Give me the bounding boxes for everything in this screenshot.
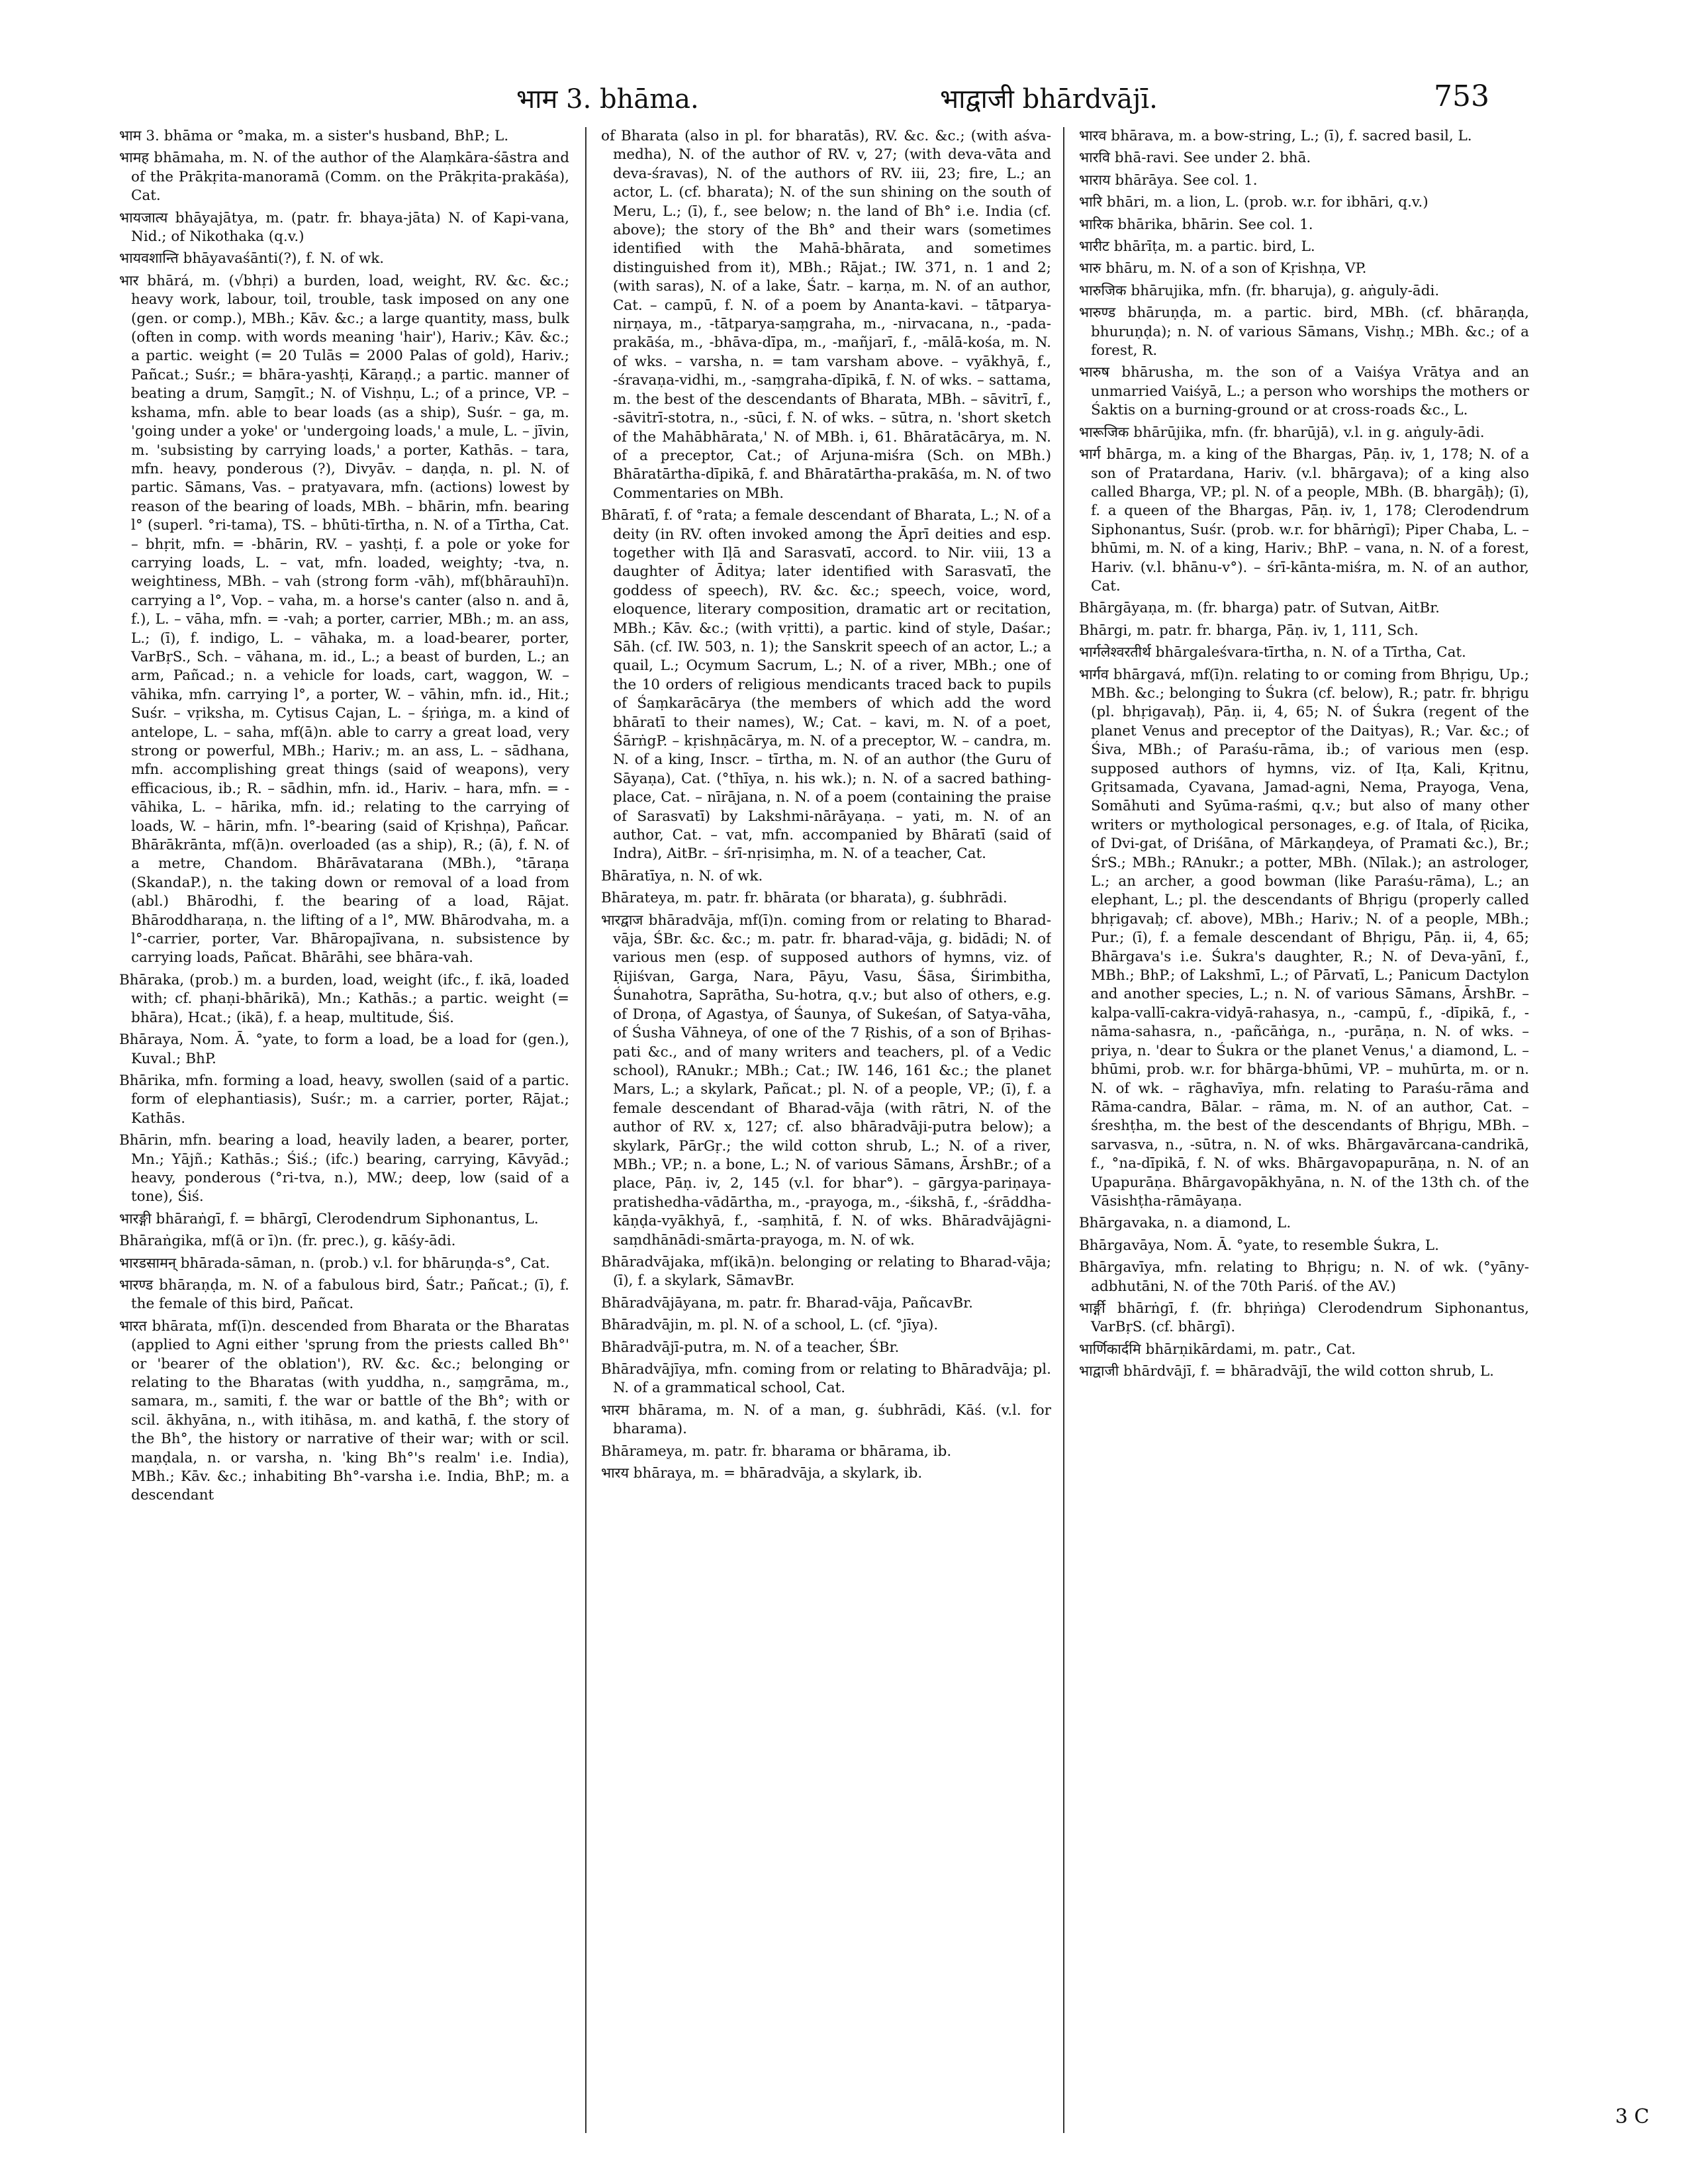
- dictionary-entry: Bhārgavaka, n. a diamond, L.: [1079, 1215, 1291, 1232]
- dictionary-entry: भायजात्य bhāyajātya, m. (patr. fr. bhaya-jāta) N. of Kapi-vana, Nid.; of Nikothaka (q.v.): [119, 209, 569, 246]
- dictionary-entry: Bhāradvājāyana, m. patr. fr. Bharad-vāja, PañcavBr.: [601, 1294, 973, 1311]
- signature-mark: 3 C: [1615, 2105, 1650, 2128]
- dictionary-entry: Bhāraya, Nom. Ā. °yate, to form a load, be a load for (gen.), Kuval.; BhP.: [119, 1031, 569, 1067]
- dictionary-entry: Bhārgavāya, Nom. Ā. °yate, to resemble Śukra, L.: [1079, 1237, 1439, 1254]
- dictionary-entry: भारव bhārava, m. a bow-string, L.; (ī), f. sacred basil, L.: [1079, 128, 1472, 144]
- column-2: [601, 127, 1051, 2133]
- dictionary-entry: भारुण्ड bhāruṇḍa, m. a partic. bird, MBh. (cf. bhāraṇḍa, bhuruṇḍa); n. N. of various Sāmans, Vishṇ.; MBh. &c.; of a forest, R.: [1079, 305, 1529, 359]
- dictionary-entry: भारि bhāri, m. a lion, L. (prob. w.r. for ibhāri, q.v.): [1079, 194, 1428, 211]
- dictionary-entry: भारवि bhā-ravi. See under 2. bhā.: [1079, 150, 1311, 167]
- dictionary-entry: भाद्वाजी bhārdvājī, f. = bhāradvājī, the wild cotton shrub, L.: [1079, 1363, 1495, 1380]
- dictionary-entry: भाम 3. bhāma or °maka, m. a sister's husband, BhP.; L.: [119, 128, 509, 144]
- dictionary-entry: भारुजिक bhārujika, mfn. (fr. bharuja), g. aṅguly-ādi.: [1079, 282, 1440, 299]
- dictionary-entry: भार्णिकार्दमि bhārṇikārdami, m. patr., Cat.: [1079, 1341, 1356, 1358]
- dictionary-entry: भारण्ड bhāraṇḍa, m. N. of a fabulous bird, Śatr.; Pañcat.; (ī), f. the female of this bird, Pañcat.: [119, 1276, 569, 1313]
- column-3: [1079, 127, 1529, 2133]
- dictionary-entry: भायवशान्ति bhāyavaśānti(?), f. N. of wk.: [119, 250, 385, 267]
- dictionary-entry: भारीट bhārīṭa, m. a partic. bird, L.: [1079, 238, 1315, 256]
- dictionary-entry: Bhāraṅgika, mf(ā or ī)n. (fr. prec.), g. kāśy-ādi.: [119, 1233, 456, 1250]
- dictionary-entry: Bhāradvājīya, mfn. coming from or relating to Bhāradvāja; pl. N. of a grammatical school, Cat.: [601, 1361, 1051, 1397]
- dictionary-entry: Bhārateya, m. patr. fr. bhārata (or bharata), g. śubhrādi.: [601, 890, 1007, 907]
- dictionary-entry: भारय bhāraya, m. = bhāradvāja, a skylark, ib.: [601, 1465, 923, 1482]
- dictionary-entry: भारद्वाज bhāradvāja, mf(ī)n. coming from or relating to Bharad-vāja, ŚBr. &c. &c.; m. patr. fr. bharad-vāja, g. bidādi; N. of various men (esp. of supposed authors of hymns, viz. of Ṛijiśvan, Garga, Nara, Pāyu, Vasu, Śāsa, Śirimbitha, Śunahotra, Saprātha, Su-hotra, q.v.; but also of others, e.g. of Droṇa, of Agastya, of Śaunya, of Sukeśan, of Satya-vāha, of Śusha Vāhneya, of one of the 7 Ṛishis, of a son of Bṛihas-pati &c., and of many writers and teachers, pl. of a Vedic school), RAnukr.; MBh.; Cat.; IW. 146, 161 &c.; the planet Mars, L.; a skylark, Pañcat.; pl. N. of a people, VP.; (ī), f. a female descendant of Bharad-vāja (with rātri, N. of the author of RV. x, 127; cf. also bhāradvāji-putra below); a skylark, PārGṛ.; the wild cotton shrub, L.; N. of a river, MBh.; VP.; n. a bone, L.; N. of various Sāmans, ĀrshBr.; of a place, Pāṇ. iv, 2, 145 (v.l. for bhar°). – gārgya-pariṇaya-pratishedha-vādārtha, m., -prayoga, m., -śikshā, f., -śrāddha-kāṇḍa-vyākhyā, f., -saṃhitā, f. N. of wks. Bhāradvājāgni-saṃdhānādi-smārta-prayoga, m. N. of wk.: [601, 912, 1051, 1249]
- dictionary-entry: Bhāradvājī-putra, m. N. of a teacher, ŚBr.: [601, 1339, 900, 1356]
- dictionary-entry: Bhārameya, m. patr. fr. bharama or bhārama, ib.: [601, 1443, 952, 1460]
- dictionary-entry: Bhārgāyaṇa, m. (fr. bharga) patr. of Sutvan, AitBr.: [1079, 600, 1440, 617]
- dictionary-entry: Bhārgi, m. patr. fr. bharga, Pāṇ. iv, 1, 111, Sch.: [1079, 622, 1419, 639]
- dictionary-entry: भारिक bhārika, bhārin. See col. 1.: [1079, 216, 1313, 233]
- dictionary-entry: भारुष bhārusha, m. the son of a Vaiśya Vrātya and an unmarried Vaiśyā, L.; a person who worships the mothers or Śaktis on a burning-ground or at cross-roads &c., L.: [1079, 364, 1529, 419]
- dictionary-entry: Bhāradvājaka, mf(ikā)n. belonging or relating to Bharad-vāja; (ī), f. a skylark, SāmavBr.: [601, 1253, 1051, 1290]
- running-head: [516, 79, 1489, 119]
- dictionary-entry: भारत bhārata, mf(ī)n. descended from Bharata or the Bharatas (applied to Agni either 'sprung from the priests called Bh°' or 'bearer of the oblation'), RV. &c. &c.; belonging or relating to the Bharatas (with yuddha, n., saṃgrāma, m., samara, m., samiti, f. the war or battle of the Bh°; with or scil. ākhyāna, n., with itihāsa, m. and kathā, f. the story of the Bh°, the history or narrative of their war; with or scil. maṇḍala, n. or varsha, n. 'king Bh°'s realm' i.e. India), MBh.; Kāv. &c.; inhabiting Bh°-varsha i.e. India, BhP.; m. a descendant: [119, 1317, 569, 1504]
- dictionary-entry: of Bharata (also in pl. for bharatās), RV. &c. &c.; (with aśva-medha), N. of the author of RV. v, 27; (with deva-vāta and deva-śravas), N. of the authors of RV. iii, 23; fire, L.; an actor, L. (cf. bharata); N. of the sun shining on the south of Meru, L.; (ī), f., see below; n. the land of Bh° i.e. India (cf. above); the story of the Bh° and their wars (sometimes identified with the Mahā-bhārata, and sometimes distinguished from it), MBh.; Rājat.; IW. 371, n. 1 and 2; (with saras), N. of a lake, Śatr. – karṇa, m. N. of an author, Cat. – campū, f. N. of a poem by Ananta-kavi. – tātparya-nirṇaya, m., -tātparya-saṃgraha, m., -nirvacana, n., -pada-prakāśa, m., -bhāva-dīpa, m., -mañjarī, f., -mālā-kośa, m. N. of wks. – varsha, n. = tam varsham above. – vyākhyā, f., -śravaṇa-vidhi, m., -saṃgraha-dīpikā, f. N. of wks. – sattama, m. the best of the descendants of Bharata, MBh. – sāvitrī, f., -sāvitrī-stotra, n., -sūci, f. N. of wks. – sūtra, n. 'short sketch of the Mahābhārata,' N. of MBh. i, 61. Bhāratācārya, m. N. of a preceptor, Cat.; of Arjuna-miśra (Sch. on MBh.) Bhāratārtha-dīpikā, f. and Bhāratārtha-prakāśa, m. N. of two Commentaries on MBh.: [601, 128, 1051, 502]
- dictionary-entry: Bhāratīya, n. N. of wk.: [601, 867, 763, 884]
- dictionary-entry: भामह bhāmaha, m. N. of the author of the Alaṃkāra-śāstra and of the Prākṛita-manoramā (Comm. on the Prākṛita-prakāśa), Cat.: [119, 150, 569, 205]
- column-divider: [1063, 127, 1064, 2133]
- right-running-headword: भाद्वाजी bhārdvājī.: [940, 84, 1158, 115]
- dictionary-entry: Bhāradvājin, m. pl. N. of a school, L. (cf. °jīya).: [601, 1317, 939, 1334]
- dictionary-entry: Bhārin, mfn. bearing a load, heavily laden, a bearer, porter, Mn.; Yājñ.; Kathās.; Śiś.; (ifc.) bearing, carrying, Kāvyād.; heavy, ponderous (°ri-tva, n.), MW.; deep, low (said of a tone), Śiś.: [119, 1132, 569, 1206]
- dictionary-entry: भारङ्गी bhāraṅgī, f. = bhārgī, Clerodendrum Siphonantus, L.: [119, 1210, 539, 1227]
- dictionary-entry: Bhāraka, (prob.) m. a burden, load, weight (ifc., f. ikā, loaded with; cf. phaṇi-bhārikā), Mn.; Kathās.; a partic. weight (= bhāra), Hcat.; (ikā), f. a heap, multitude, Śiś.: [119, 971, 569, 1026]
- dictionary-entry: भारडसामन् bhārada-sāman, n. (prob.) v.l. for bhāruṇḍa-s°, Cat.: [119, 1255, 550, 1272]
- dictionary-entry: भारूजिक bhārūjika, mfn. (fr. bharūjā), v.l. in g. aṅguly-ādi.: [1079, 424, 1485, 441]
- dictionary-entry: भाराय bhārāya. See col. 1.: [1079, 171, 1258, 189]
- dictionary-entry: भारम bhārama, m. N. of a man, g. śubhrādi, Kāś. (v.l. for bharama).: [601, 1401, 1051, 1438]
- dictionary-entry: Bhārgavīya, mfn. relating to Bhṛigu; n. N. of wk. (°yāny-adbhutāni, N. of the 70th Pariś. of the AV.): [1079, 1259, 1529, 1295]
- column-divider: [585, 127, 586, 2133]
- dictionary-entry: भार्गव bhārgavá, mf(ī)n. relating to or coming from Bhṛigu, Up.; MBh. &c.; belonging to Śukra (cf. below), R.; patr. fr. bhṛigu (pl. bhṛigavaḥ), Pāṇ. ii, 4, 65; N. of Śukra (regent of the planet Venus and preceptor of the Daityas), R.; Var. &c.; of Śiva, MBh.; of Paraśu-rāma, ib.; of various men (esp. supposed authors of hymns, viz. of Iṭa, Kali, Kṛitnu, Gṛitsamada, Cyavana, Jamad-agni, Nema, Prayoga, Vena, Somāhuti and Syūma-raśmi, q.v.; but also of many other writers or mythological personages, e.g. of Itala, of Ṛicika, of Dvi-gat, of Driśāna, of Mārkaṇḍeya, of Pramati &c.), Br.; ŚrS.; MBh.; RAnukr.; a potter, MBh. (Nīlak.); an astrologer, L.; an archer, a good bowman (like Paraśu-rāma), L.; an elephant, L.; pl. the descendants of Bhṛigu (properly called bhṛigavaḥ; cf. above), MBh.; Hariv.; N. of a people, MBh.; Pur.; (ī), f. a female descendant of Bhṛigu, Pāṇ. ii, 4, 65; Bhārgava's i.e. Śukra's daughter, R.; N. of Deva-yānī, f., MBh.; BhP.; of Lakshmī, L.; of Pārvatī, L.; Panicum Dactylon and another species, L.; n. N. of various Sāmans, ĀrshBr. – kalpa-vallī-cakra-vidyā-rahasya, n., -campū, f., -dīpikā, f., -nāma-sahasra, n., -pañcāṅga, n., -purāṇa, n. N. of wks. – priya, n. 'dear to Śukra or the planet Venus,' a diamond, L. – bhūmi, prob. w.r. for bhārga-bhūmi, VP. – muhūrta, m. or n. N. of wk. – rāghavīya, mfn. relating to Paraśu-rāma and Rāma-candra, Bālar. – rāma, m. N. of an author, Cat. – śreshṭha, m. the best of the descendants of Bhṛigu, MBh. – sarvasva, n., -sūtra, n. N. of wks. Bhārgavārcana-candrikā, f., °na-dīpikā, f. N. of wks. Bhārgavopapurāṇa, n. N. of an Upapurāṇa. Bhārgavopākhyāna, n. N. of the 13th ch. of the Vāsishṭha-rāmāyaṇa.: [1079, 666, 1529, 1210]
- column-1: [119, 127, 569, 2133]
- page-number: 753: [1434, 79, 1489, 113]
- dictionary-entry: भारु bhāru, m. N. of a son of Kṛishṇa, VP.: [1079, 260, 1367, 277]
- left-running-headword: भाम 3. bhāma.: [516, 84, 699, 115]
- dictionary-entry: भार्ङ्गी bhārṅgī, f. (fr. bhṛiṅga) Clerodendrum Siphonantus, VarBṛS. (cf. bhārgī).: [1079, 1300, 1529, 1336]
- dictionary-entry: भार्ग bhārga, m. a king of the Bhargas, Pāṇ. iv, 1, 178; N. of a son of Pratardana, Hariv. (v.l. bhārgava); of a king also called Bharga, VP.; pl. N. of a people, MBh. (B. bhargāḥ); (ī), f. a queen of the Bhargas, Pāṇ. iv, 1, 178; Clerodendrum Siphonantus, Suśr. (prob. w.r. for bhārṅgī); Piper Chaba, L. – bhūmi, m. N. of a king, Hariv.; BhP. – vana, n. N. of a forest, Hariv. (v.l. bhānu-v°). – śrī-kānta-miśra, m. N. of an author, Cat.: [1079, 446, 1529, 594]
- dictionary-entry: Bhārika, mfn. forming a load, heavy, swollen (said of a partic. form of elephantiasis), Suśr.; m. a carrier, porter, Rājat.; Kathās.: [119, 1072, 569, 1127]
- dictionary-entry: भार्गलेश्वरतीर्थ bhārgaleśvara-tīrtha, n. N. of a Tīrtha, Cat.: [1079, 644, 1466, 661]
- dictionary-entry: भार bhārá, m. (√bhṛi) a burden, load, weight, RV. &c. &c.; heavy work, labour, toil, trouble, task imposed on any one (gen. or comp.), MBh.; Kāv. &c.; a large quantity, mass, bulk (often in comp. with words meaning 'hair'), Hariv.; Kāv. &c.; a partic. weight (= 20 Tulās = 2000 Palas of gold), Hariv.; Pañcat.; Suśr.; = bhāra-yashṭi, Kāraṇḍ.; a partic. manner of beating a drum, Saṃgīt.; N. of Vishṇu, L.; of a prince, VP. – kshama, mfn. able to bear loads (as a ship), Suśr. – ga, m. 'going under a yoke' or 'undergoing loads,' a mule, L. – jīvin, m. 'subsisting by carrying loads,' a porter, Kathās. – tara, mfn. heavy, ponderous (?), Divyāv. – daṇḍa, n. pl. N. of partic. Sāmans, Vas. – pratyavara, mfn. (actions) lowest by reason of the bearing of loads, MBh. – bhārin, mfn. bearing l° (superl. °ri-tama), TS. – bhūti-tīrtha, n. N. of a Tīrtha, Cat. – bhṛit, mfn. = -bhārin, RV. – yashṭi, f. a pole or yoke for carrying loads, L. – vat, mfn. loaded, weighty; -tva, n. weightiness, MBh. – vah (strong form -vāh), mf(bhārauhī)n. carrying a l°, Vop. – vaha, m. a horse's canter (also n. and ā, f.), L. – vāha, mfn. = -vah; a porter, carrier, MBh.; m. an ass, L.; (ī), f. indigo, L. – vāhaka, m. a load-bearer, porter, VarBṛS., Sch. – vāhana, m. id., L.; a beast of burden, L.; an arm, Pañcad.; n. a vehicle for loads, cart, waggon, W. – vāhika, mfn. carrying l°, a porter, W. – vāhin, mfn. id., Hit.; Suśr. – vṛiksha, m. Cytisus Cajan, L. – śṛiṅga, m. a kind of antelope, L. – saha, mf(ā)n. able to carry a great load, very strong or powerful, MBh.; Hariv.; m. an ass, L. – sādhana, mfn. accomplishing great things (said of weapons), very efficacious, ib.; R. – sādhin, mfn. id., Hariv. – hara, mfn. = -vāhika, L. – hārika, mfn. id.; relating to the carrying of loads, W. – hārin, mfn. l°-bearing (said of Kṛishṇa), Pañcar. Bhārākrānta, mf(ā)n. overloaded (as a ship), R.; (ā), f. N. of a metre, Chandom. Bhārāvatarana (MBh.), °tāraṇa (SkandaP.), n. the taking down or removal of a load from (abl.) Bhārodhi, f. the bearing of a load, Rājat. Bhāroddharaṇa, n. the lifting of a l°, MW. Bhārodvaha, m. a l°-carrier, porter, Var. Bhāropajīvana, n. subsistence by carrying loads, Pañcat. Bhārāhi, see bhāra-vah.: [119, 272, 569, 967]
- dictionary-entry: Bhāratī, f. of °rata; a female descendant of Bharata, L.; N. of a deity (in RV. often invoked among the Āprī deities and esp. together with Iḷā and Sarasvatī, accord. to Nir. viii, 13 a daughter of Āditya; later identified with Sarasvatī, the goddess of speech), RV. &c. &c.; speech, voice, word, eloquence, literary composition, dramatic art or recitation, MBh.; Kāv. &c.; (with vṛitti), a partic. kind of style, Daśar.; Sāh. (cf. IW. 503, n. 1); the Sanskrit speech of an actor, L.; a quail, L.; Ocymum Sacrum, L.; N. of a river, MBh.; one of the 10 orders of religious mendicants traced back to pupils of Śaṃkarācārya (the members of which add the word bhāratī to their names), W.; Cat. – kavi, m. N. of a poet, ŚārṅgP. – kṛishṇācārya, m. N. of a preceptor, W. – candra, m. N. of a king, Inscr. – tīrtha, m. N. of an author (the Guru of Sāyaṇa), Cat. (°thīya, n. his wk.); n. N. of a sacred bathing-place, Cat. – nīrājana, n. N. of a poem (containing the praise of Sarasvatī) by Lakshmi-nārāyaṇa. – yati, m. N. of an author, Cat. – vat, mfn. accompanied by Bhāratī (said of Indra), AitBr. – śrī-nṛisiṃha, m. N. of a teacher, Cat.: [601, 507, 1051, 863]
